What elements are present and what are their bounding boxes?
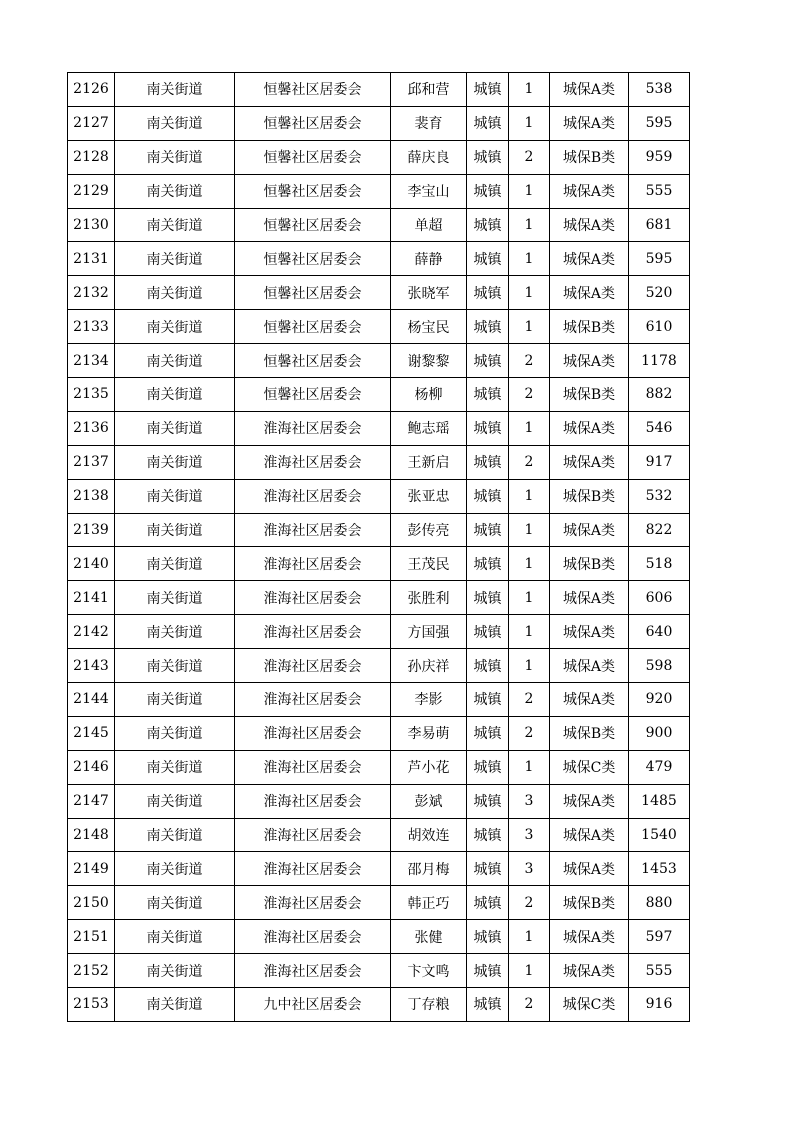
amount-cell: 520 — [629, 276, 690, 310]
amount-cell: 597 — [629, 920, 690, 954]
community-cell: 恒馨社区居委会 — [235, 310, 391, 344]
community-cell: 淮海社区居委会 — [235, 649, 391, 683]
community-cell: 恒馨社区居委会 — [235, 140, 391, 174]
household-size-cell: 1 — [509, 242, 550, 276]
household-size-cell: 1 — [509, 581, 550, 615]
amount-cell: 1485 — [629, 784, 690, 818]
person-name-cell: 方国强 — [391, 615, 467, 649]
record-number-cell: 2135 — [68, 378, 115, 412]
community-cell: 淮海社区居委会 — [235, 411, 391, 445]
amount-cell: 900 — [629, 716, 690, 750]
area-type-cell: 城镇 — [467, 988, 509, 1022]
record-number-cell: 2144 — [68, 683, 115, 717]
person-name-cell: 张健 — [391, 920, 467, 954]
table-row — [68, 750, 690, 784]
category-cell: 城保A类 — [550, 344, 629, 378]
category-cell: 城保A类 — [550, 445, 629, 479]
area-type-cell: 城镇 — [467, 513, 509, 547]
community-cell: 淮海社区居委会 — [235, 716, 391, 750]
table-row — [68, 818, 690, 852]
community-cell: 恒馨社区居委会 — [235, 242, 391, 276]
amount-cell: 538 — [629, 73, 690, 107]
table-row — [68, 852, 690, 886]
area-type-cell: 城镇 — [467, 784, 509, 818]
table-row — [68, 581, 690, 615]
street-cell: 南关街道 — [115, 852, 235, 886]
street-cell: 南关街道 — [115, 276, 235, 310]
person-name-cell: 邵月梅 — [391, 852, 467, 886]
record-number-cell: 2149 — [68, 852, 115, 886]
record-number-cell: 2140 — [68, 547, 115, 581]
street-cell: 南关街道 — [115, 479, 235, 513]
street-cell: 南关街道 — [115, 920, 235, 954]
table-row — [68, 479, 690, 513]
record-number-cell: 2127 — [68, 106, 115, 140]
street-cell: 南关街道 — [115, 649, 235, 683]
street-cell: 南关街道 — [115, 784, 235, 818]
record-number-cell: 2128 — [68, 140, 115, 174]
category-cell: 城保A类 — [550, 852, 629, 886]
person-name-cell: 彭传亮 — [391, 513, 467, 547]
community-cell: 淮海社区居委会 — [235, 547, 391, 581]
record-number-cell: 2136 — [68, 411, 115, 445]
household-size-cell: 3 — [509, 852, 550, 886]
household-size-cell: 1 — [509, 411, 550, 445]
area-type-cell: 城镇 — [467, 852, 509, 886]
area-type-cell: 城镇 — [467, 411, 509, 445]
household-size-cell: 3 — [509, 784, 550, 818]
person-name-cell: 杨柳 — [391, 378, 467, 412]
household-size-cell: 1 — [509, 208, 550, 242]
table-row — [68, 276, 690, 310]
amount-cell: 532 — [629, 479, 690, 513]
record-number-cell: 2153 — [68, 988, 115, 1022]
community-cell: 恒馨社区居委会 — [235, 73, 391, 107]
amount-cell: 959 — [629, 140, 690, 174]
person-name-cell: 邱和营 — [391, 73, 467, 107]
amount-cell: 1178 — [629, 344, 690, 378]
street-cell: 南关街道 — [115, 683, 235, 717]
person-name-cell: 王茂民 — [391, 547, 467, 581]
street-cell: 南关街道 — [115, 344, 235, 378]
record-number-cell: 2142 — [68, 615, 115, 649]
street-cell: 南关街道 — [115, 174, 235, 208]
amount-cell: 880 — [629, 886, 690, 920]
person-name-cell: 张晓军 — [391, 276, 467, 310]
category-cell: 城保B类 — [550, 547, 629, 581]
table-row — [68, 716, 690, 750]
table-row — [68, 242, 690, 276]
record-number-cell: 2133 — [68, 310, 115, 344]
community-cell: 淮海社区居委会 — [235, 581, 391, 615]
record-number-cell: 2152 — [68, 954, 115, 988]
community-cell: 淮海社区居委会 — [235, 479, 391, 513]
community-cell: 恒馨社区居委会 — [235, 106, 391, 140]
street-cell: 南关街道 — [115, 208, 235, 242]
street-cell: 南关街道 — [115, 818, 235, 852]
person-name-cell: 彭斌 — [391, 784, 467, 818]
area-type-cell: 城镇 — [467, 276, 509, 310]
street-cell: 南关街道 — [115, 886, 235, 920]
amount-cell: 882 — [629, 378, 690, 412]
amount-cell: 1540 — [629, 818, 690, 852]
street-cell: 南关街道 — [115, 513, 235, 547]
area-type-cell: 城镇 — [467, 716, 509, 750]
category-cell: 城保A类 — [550, 276, 629, 310]
category-cell: 城保A类 — [550, 174, 629, 208]
record-number-cell: 2146 — [68, 750, 115, 784]
household-size-cell: 2 — [509, 378, 550, 412]
category-cell: 城保B类 — [550, 140, 629, 174]
community-cell: 恒馨社区居委会 — [235, 174, 391, 208]
household-size-cell: 1 — [509, 513, 550, 547]
table-row — [68, 683, 690, 717]
table-row — [68, 615, 690, 649]
person-name-cell: 谢黎黎 — [391, 344, 467, 378]
category-cell: 城保A类 — [550, 818, 629, 852]
amount-cell: 640 — [629, 615, 690, 649]
community-cell: 淮海社区居委会 — [235, 954, 391, 988]
category-cell: 城保C类 — [550, 750, 629, 784]
record-number-cell: 2139 — [68, 513, 115, 547]
household-size-cell: 1 — [509, 547, 550, 581]
category-cell: 城保A类 — [550, 920, 629, 954]
person-name-cell: 李影 — [391, 683, 467, 717]
household-size-cell: 1 — [509, 649, 550, 683]
amount-cell: 681 — [629, 208, 690, 242]
amount-cell: 555 — [629, 954, 690, 988]
table-row — [68, 73, 690, 107]
person-name-cell: 孙庆祥 — [391, 649, 467, 683]
person-name-cell: 单超 — [391, 208, 467, 242]
amount-cell: 555 — [629, 174, 690, 208]
record-number-cell: 2129 — [68, 174, 115, 208]
community-cell: 恒馨社区居委会 — [235, 208, 391, 242]
household-size-cell: 2 — [509, 716, 550, 750]
household-size-cell: 1 — [509, 174, 550, 208]
record-number-cell: 2147 — [68, 784, 115, 818]
category-cell: 城保A类 — [550, 242, 629, 276]
area-type-cell: 城镇 — [467, 649, 509, 683]
category-cell: 城保A类 — [550, 411, 629, 445]
street-cell: 南关街道 — [115, 615, 235, 649]
area-type-cell: 城镇 — [467, 683, 509, 717]
record-number-cell: 2131 — [68, 242, 115, 276]
area-type-cell: 城镇 — [467, 106, 509, 140]
area-type-cell: 城镇 — [467, 547, 509, 581]
records-table-body — [68, 73, 690, 1022]
table-row — [68, 344, 690, 378]
household-size-cell: 1 — [509, 954, 550, 988]
household-size-cell: 1 — [509, 106, 550, 140]
record-number-cell: 2132 — [68, 276, 115, 310]
category-cell: 城保B类 — [550, 716, 629, 750]
table-row — [68, 649, 690, 683]
table-row — [68, 106, 690, 140]
category-cell: 城保A类 — [550, 683, 629, 717]
table-row — [68, 547, 690, 581]
person-name-cell: 李易萌 — [391, 716, 467, 750]
area-type-cell: 城镇 — [467, 581, 509, 615]
street-cell: 南关街道 — [115, 378, 235, 412]
area-type-cell: 城镇 — [467, 242, 509, 276]
area-type-cell: 城镇 — [467, 310, 509, 344]
street-cell: 南关街道 — [115, 445, 235, 479]
area-type-cell: 城镇 — [467, 73, 509, 107]
category-cell: 城保A类 — [550, 615, 629, 649]
person-name-cell: 裴育 — [391, 106, 467, 140]
household-size-cell: 2 — [509, 886, 550, 920]
amount-cell: 479 — [629, 750, 690, 784]
category-cell: 城保C类 — [550, 988, 629, 1022]
household-size-cell: 2 — [509, 445, 550, 479]
table-row — [68, 920, 690, 954]
table-row — [68, 411, 690, 445]
community-cell: 恒馨社区居委会 — [235, 344, 391, 378]
record-number-cell: 2138 — [68, 479, 115, 513]
community-cell: 恒馨社区居委会 — [235, 378, 391, 412]
area-type-cell: 城镇 — [467, 378, 509, 412]
record-number-cell: 2150 — [68, 886, 115, 920]
area-type-cell: 城镇 — [467, 920, 509, 954]
household-size-cell: 2 — [509, 344, 550, 378]
amount-cell: 595 — [629, 106, 690, 140]
community-cell: 淮海社区居委会 — [235, 445, 391, 479]
record-number-cell: 2151 — [68, 920, 115, 954]
table-row — [68, 174, 690, 208]
area-type-cell: 城镇 — [467, 445, 509, 479]
area-type-cell: 城镇 — [467, 208, 509, 242]
amount-cell: 1453 — [629, 852, 690, 886]
person-name-cell: 丁存粮 — [391, 988, 467, 1022]
community-cell: 恒馨社区居委会 — [235, 276, 391, 310]
community-cell: 淮海社区居委会 — [235, 920, 391, 954]
household-size-cell: 2 — [509, 683, 550, 717]
person-name-cell: 李宝山 — [391, 174, 467, 208]
amount-cell: 606 — [629, 581, 690, 615]
street-cell: 南关街道 — [115, 242, 235, 276]
record-number-cell: 2148 — [68, 818, 115, 852]
household-size-cell: 1 — [509, 615, 550, 649]
street-cell: 南关街道 — [115, 547, 235, 581]
table-row — [68, 140, 690, 174]
household-size-cell: 1 — [509, 920, 550, 954]
street-cell: 南关街道 — [115, 106, 235, 140]
record-number-cell: 2130 — [68, 208, 115, 242]
category-cell: 城保A类 — [550, 954, 629, 988]
table-row — [68, 310, 690, 344]
area-type-cell: 城镇 — [467, 954, 509, 988]
person-name-cell: 鲍志瑶 — [391, 411, 467, 445]
person-name-cell: 王新启 — [391, 445, 467, 479]
community-cell: 淮海社区居委会 — [235, 852, 391, 886]
community-cell: 淮海社区居委会 — [235, 886, 391, 920]
street-cell: 南关街道 — [115, 581, 235, 615]
area-type-cell: 城镇 — [467, 750, 509, 784]
category-cell: 城保B类 — [550, 310, 629, 344]
person-name-cell: 杨宝民 — [391, 310, 467, 344]
person-name-cell: 薛庆良 — [391, 140, 467, 174]
category-cell: 城保A类 — [550, 208, 629, 242]
street-cell: 南关街道 — [115, 411, 235, 445]
category-cell: 城保B类 — [550, 886, 629, 920]
category-cell: 城保B类 — [550, 479, 629, 513]
amount-cell: 598 — [629, 649, 690, 683]
person-name-cell: 卞文鸣 — [391, 954, 467, 988]
area-type-cell: 城镇 — [467, 140, 509, 174]
area-type-cell: 城镇 — [467, 344, 509, 378]
category-cell: 城保B类 — [550, 378, 629, 412]
record-number-cell: 2137 — [68, 445, 115, 479]
household-size-cell: 2 — [509, 988, 550, 1022]
community-cell: 淮海社区居委会 — [235, 750, 391, 784]
area-type-cell: 城镇 — [467, 886, 509, 920]
street-cell: 南关街道 — [115, 140, 235, 174]
community-cell: 淮海社区居委会 — [235, 683, 391, 717]
record-number-cell: 2143 — [68, 649, 115, 683]
table-row — [68, 954, 690, 988]
record-number-cell: 2141 — [68, 581, 115, 615]
street-cell: 南关街道 — [115, 988, 235, 1022]
area-type-cell: 城镇 — [467, 615, 509, 649]
street-cell: 南关街道 — [115, 73, 235, 107]
table-row — [68, 886, 690, 920]
household-size-cell: 1 — [509, 276, 550, 310]
record-number-cell: 2134 — [68, 344, 115, 378]
community-cell: 淮海社区居委会 — [235, 784, 391, 818]
street-cell: 南关街道 — [115, 716, 235, 750]
category-cell: 城保A类 — [550, 106, 629, 140]
person-name-cell: 张亚忠 — [391, 479, 467, 513]
person-name-cell: 张胜利 — [391, 581, 467, 615]
household-size-cell: 2 — [509, 140, 550, 174]
amount-cell: 916 — [629, 988, 690, 1022]
record-number-cell: 2145 — [68, 716, 115, 750]
street-cell: 南关街道 — [115, 954, 235, 988]
record-number-cell: 2126 — [68, 73, 115, 107]
area-type-cell: 城镇 — [467, 818, 509, 852]
amount-cell: 920 — [629, 683, 690, 717]
amount-cell: 546 — [629, 411, 690, 445]
records-table — [67, 72, 690, 1022]
household-size-cell: 1 — [509, 750, 550, 784]
household-size-cell: 1 — [509, 479, 550, 513]
table-row — [68, 208, 690, 242]
amount-cell: 595 — [629, 242, 690, 276]
street-cell: 南关街道 — [115, 310, 235, 344]
area-type-cell: 城镇 — [467, 174, 509, 208]
table-row — [68, 513, 690, 547]
community-cell: 淮海社区居委会 — [235, 818, 391, 852]
person-name-cell: 薛静 — [391, 242, 467, 276]
amount-cell: 518 — [629, 547, 690, 581]
category-cell: 城保A类 — [550, 581, 629, 615]
household-size-cell: 1 — [509, 310, 550, 344]
table-row — [68, 445, 690, 479]
table-row — [68, 784, 690, 818]
area-type-cell: 城镇 — [467, 479, 509, 513]
category-cell: 城保A类 — [550, 513, 629, 547]
category-cell: 城保A类 — [550, 784, 629, 818]
category-cell: 城保A类 — [550, 73, 629, 107]
household-size-cell: 1 — [509, 73, 550, 107]
table-row — [68, 988, 690, 1022]
household-size-cell: 3 — [509, 818, 550, 852]
person-name-cell: 芦小花 — [391, 750, 467, 784]
amount-cell: 610 — [629, 310, 690, 344]
amount-cell: 822 — [629, 513, 690, 547]
amount-cell: 917 — [629, 445, 690, 479]
person-name-cell: 韩正巧 — [391, 886, 467, 920]
table-row — [68, 378, 690, 412]
community-cell: 淮海社区居委会 — [235, 615, 391, 649]
street-cell: 南关街道 — [115, 750, 235, 784]
category-cell: 城保A类 — [550, 649, 629, 683]
community-cell: 九中社区居委会 — [235, 988, 391, 1022]
person-name-cell: 胡效连 — [391, 818, 467, 852]
community-cell: 淮海社区居委会 — [235, 513, 391, 547]
